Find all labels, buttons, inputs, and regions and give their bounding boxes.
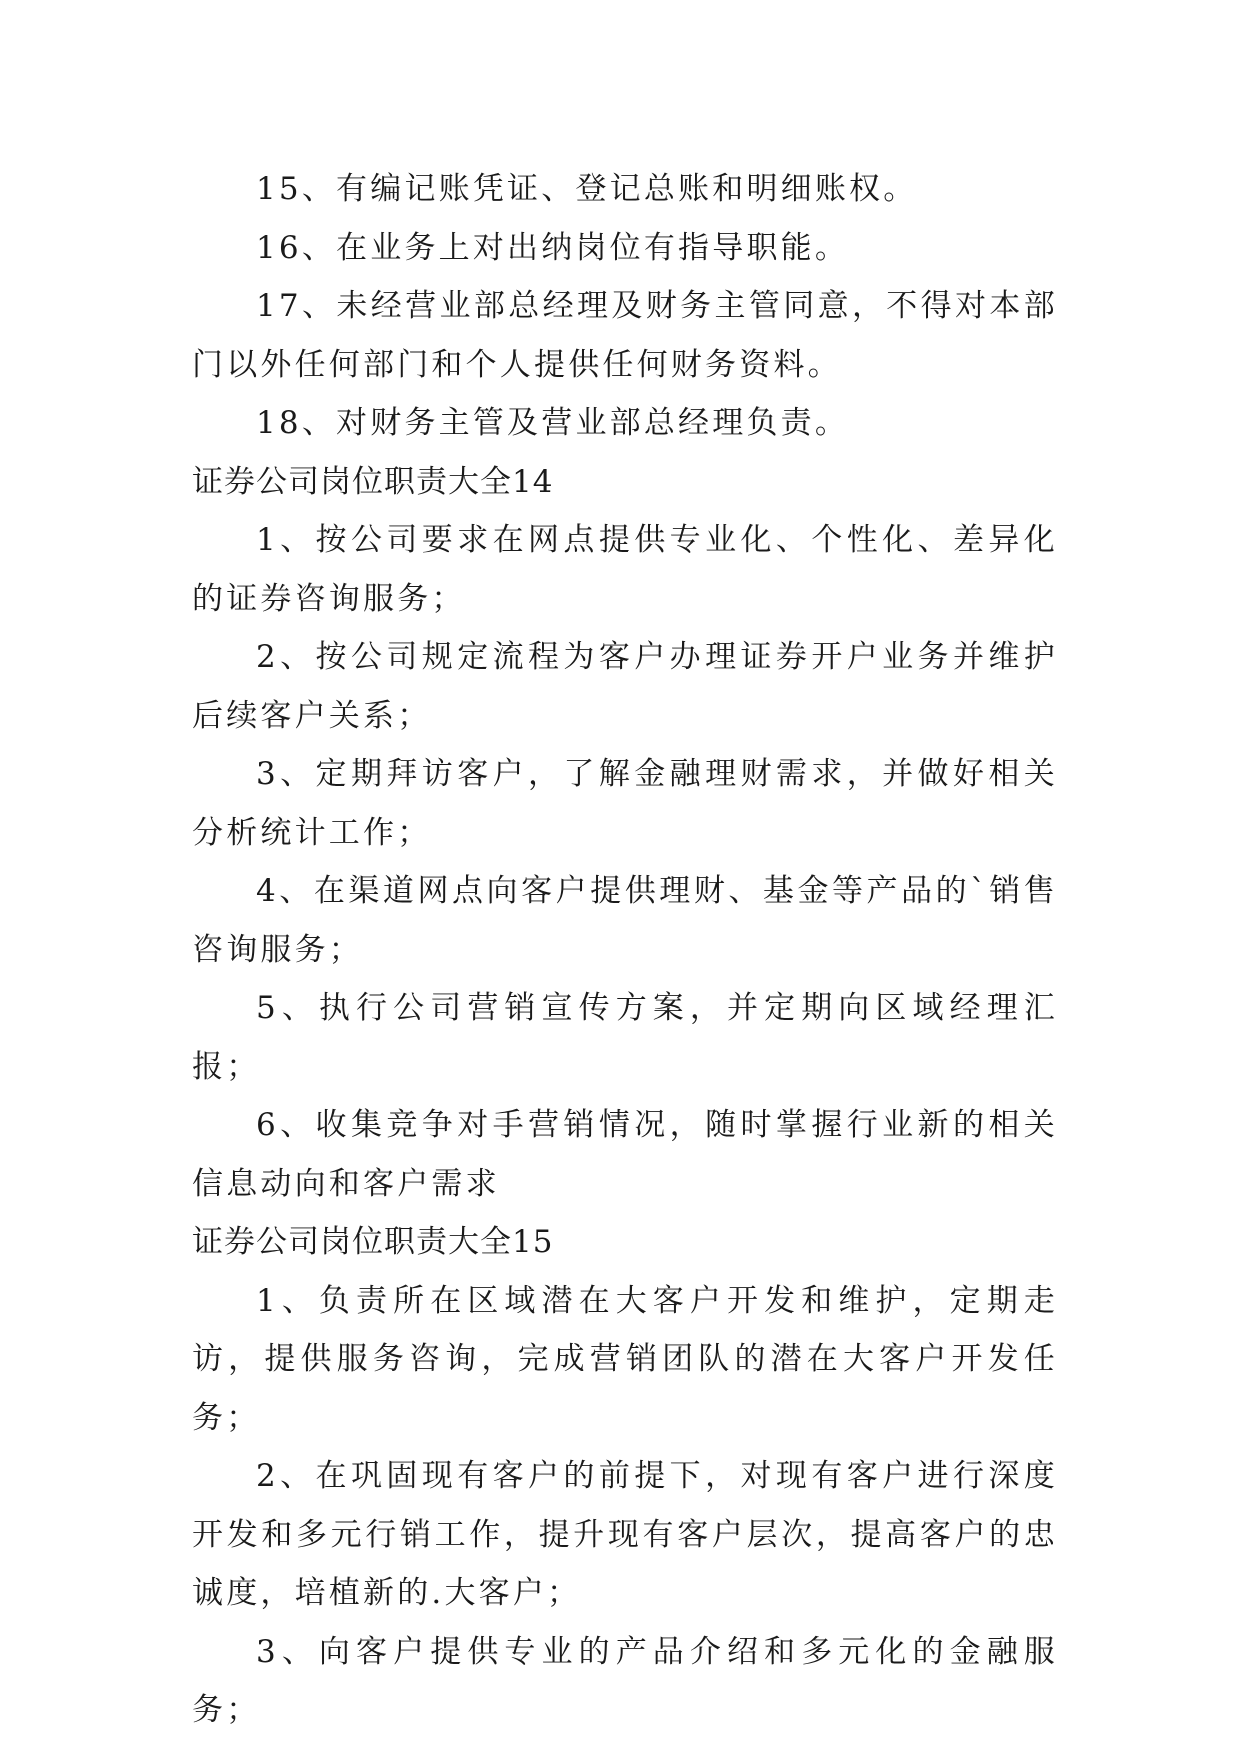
paragraph: 15、有编记账凭证、登记总账和明细账权。 bbox=[256, 171, 918, 207]
paragraph: 2、按公司规定流程为客户办理证券开户业务并维护后续客户关系； bbox=[192, 639, 1058, 734]
paragraph: 3、向客户提供专业的产品介绍和多元化的金融服务； bbox=[192, 1633, 1058, 1728]
paragraph: 16、在业务上对出纳岗位有指导职能。 bbox=[256, 229, 850, 266]
paragraph: 6、收集竞争对手营销情况，随时掌握行业新的相关信息动向和客户需求 bbox=[192, 1107, 1058, 1202]
paragraph: 3、定期拜访客户，了解金融理财需求，并做好相关分析统计工作； bbox=[192, 756, 1058, 851]
paragraph: 5、执行公司营销宣传方案，并定期向区域经理汇报； bbox=[192, 990, 1058, 1085]
paragraph: 1、按公司要求在网点提供专业化、个性化、差异化的证券咨询服务； bbox=[192, 522, 1058, 617]
paragraph: 17、未经营业部总经理及财务主管同意，不得对本部门以外任何部门和个人提供任何财务资料。 bbox=[192, 288, 1058, 383]
section-heading: 证券公司岗位职责大全14 bbox=[192, 463, 554, 500]
paragraph: 1、负责所在区域潜在大客户开发和维护，定期走访，提供服务咨询，完成营销团队的潜在大客户开发任务； bbox=[192, 1282, 1058, 1436]
section-heading: 证券公司岗位职责大全15 bbox=[192, 1224, 554, 1260]
paragraph: 4、在渠道网点向客户提供理财、基金等产品的`销售咨询服务； bbox=[192, 873, 1058, 968]
document-body bbox=[192, 160, 1058, 1740]
paragraph: 18、对财务主管及营业部总经理负责。 bbox=[256, 405, 850, 441]
paragraph: 2、在巩固现有客户的前提下，对现有客户进行深度开发和多元行销工作，提升现有客户层次，提高客户的忠诚度，培植新的.大客户； bbox=[192, 1458, 1058, 1611]
